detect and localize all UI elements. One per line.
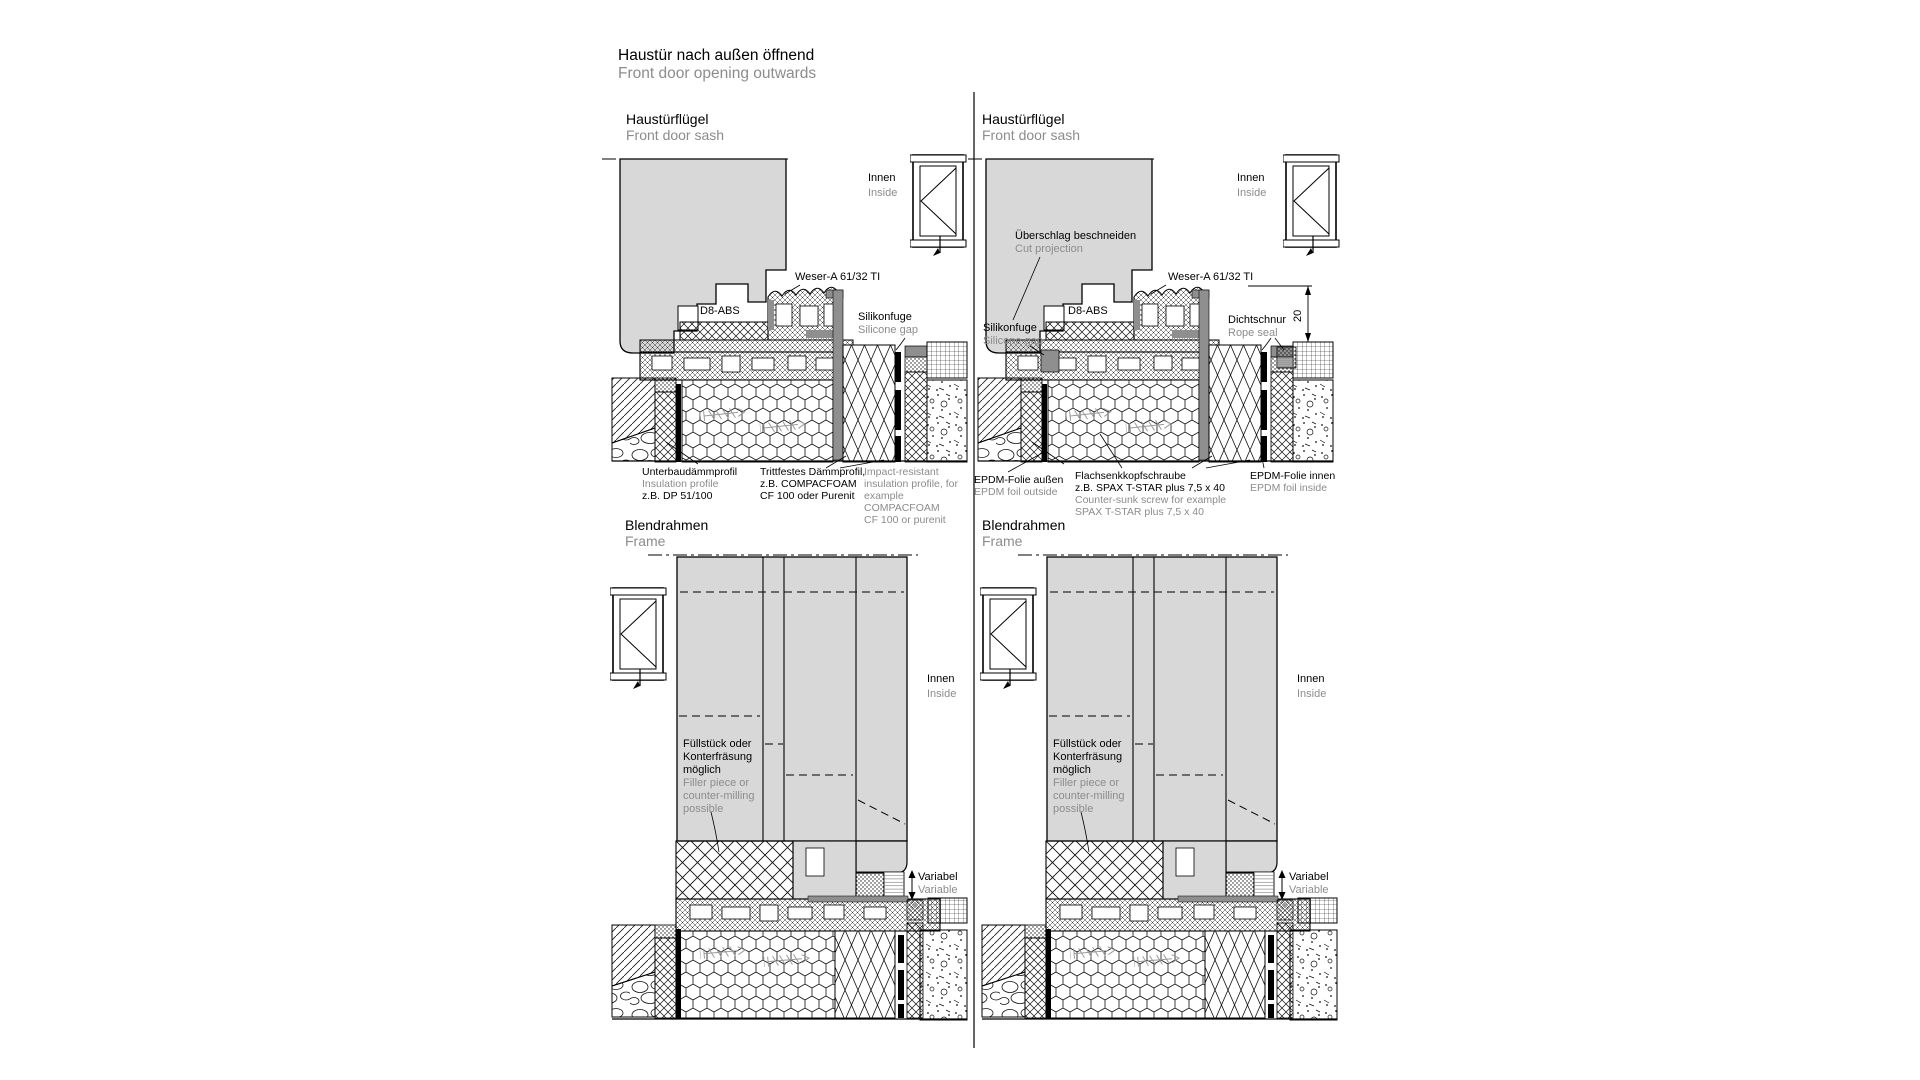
bottom-left-section [610,555,967,1020]
panel-heading-de: Haustürflügel [982,111,1065,127]
label-d8abs: D8-ABS [700,305,740,317]
note-impact-de3: CF 100 oder Purenit [760,490,855,502]
note-impact-de1: Trittfestes Dämmprofil, [760,466,866,478]
panel-heading-en: Front door sash [982,127,1081,143]
note-epdm-outside-de: EPDM-Folie außen [974,474,1064,486]
window-symbol [1283,155,1339,256]
label-filler-en2: counter-milling [683,790,755,802]
label-filler-en1: Filler piece or [1053,777,1120,789]
label-rope-seal-en: Rope seal [1228,327,1278,339]
label-filler-de2: Konterfräsung [1053,751,1123,763]
note-screw-de2: z.B. SPAX T-STAR plus 7,5 x 40 [1075,482,1225,494]
label-silicone-de: Silikonfuge [983,322,1037,334]
label-variable-en: Variable [918,884,958,896]
label-filler-de1: Füllstück oder [1053,738,1122,750]
label-weser-profile: Weser-A 61/32 TI [1168,271,1254,283]
note-epdm-inside-en: EPDM foil inside [1250,482,1328,494]
note-impact-en3: example [864,490,904,502]
note-epdm-outside-en: EPDM foil outside [974,486,1058,498]
inside-label-de: Innen [1297,673,1325,685]
label-d8abs: D8-ABS [1068,305,1108,317]
note-epdm-inside-de: EPDM-Folie innen [1250,470,1336,482]
label-cut-projection-en: Cut projection [1015,243,1083,255]
label-variable-de: Variabel [918,871,958,883]
panel-heading-de: Haustürflügel [626,111,709,127]
label-filler-de2: Konterfräsung [683,751,753,763]
inside-label-en: Inside [868,187,898,199]
label-variable-en: Variable [1289,884,1329,896]
label-silicone-en: Silicone gap [858,324,918,336]
label-variable-de: Variabel [1289,871,1329,883]
dimension-20-text: 20 [1292,309,1304,322]
label-filler-de3: möglich [683,764,721,776]
label-filler-en3: possible [683,803,724,815]
window-symbol [910,155,966,256]
sheet-title-en: Front door opening outwards [618,65,817,82]
note-impact-de2: z.B. COMPACFOAM [760,478,857,490]
inside-label-en: Inside [1237,187,1267,199]
panel-heading-de: Blendrahmen [982,517,1066,533]
bottom-right-section [980,555,1337,1020]
note-screw-en1: Counter-sunk screw for example [1075,494,1227,506]
panel-heading-en: Frame [982,533,1023,549]
inside-label-en: Inside [1297,688,1327,700]
label-silicone-en: Silicone gap [983,335,1043,347]
note-impact-en5: CF 100 or purenit [864,514,946,526]
inside-label-en: Inside [927,688,957,700]
label-rope-seal-de: Dichtschnur [1228,314,1287,326]
label-weser-profile: Weser-A 61/32 TI [795,271,881,283]
note-base-insulation-de: Unterbaudämmprofil [642,466,738,478]
note-impact-en2: insulation profile, for [864,478,958,490]
label-filler-en2: counter-milling [1053,790,1125,802]
note-impact-en1: Impact-resistant [864,466,939,478]
label-filler-de1: Füllstück oder [683,738,752,750]
note-screw-de1: Flachsenkkopfschraube [1075,470,1186,482]
label-silicone-de: Silikonfuge [858,311,912,323]
note-impact-en4: COMPACFOAM [864,502,940,514]
note-base-insulation-example: z.B. DP 51/100 [642,490,713,502]
inside-label-de: Innen [1237,172,1265,184]
label-filler-en3: possible [1053,803,1094,815]
panel-heading-de: Blendrahmen [625,517,709,533]
sheet-title-de: Haustür nach außen öffnend [618,47,815,64]
rope-seal-block [1277,347,1296,368]
panel-heading-en: Front door sash [626,127,725,143]
label-filler-en1: Filler piece or [683,777,750,789]
label-cut-projection-de: Überschlag beschneiden [1015,230,1137,242]
label-filler-de3: möglich [1053,764,1091,776]
silicone-joint-outside [1041,350,1059,372]
note-base-insulation-en: Insulation profile [642,478,719,490]
note-screw-en2: SPAX T-STAR plus 7,5 x 40 [1075,506,1204,518]
inside-label-de: Innen [927,673,955,685]
panel-heading-en: Frame [625,533,666,549]
inside-label-de: Innen [868,172,896,184]
